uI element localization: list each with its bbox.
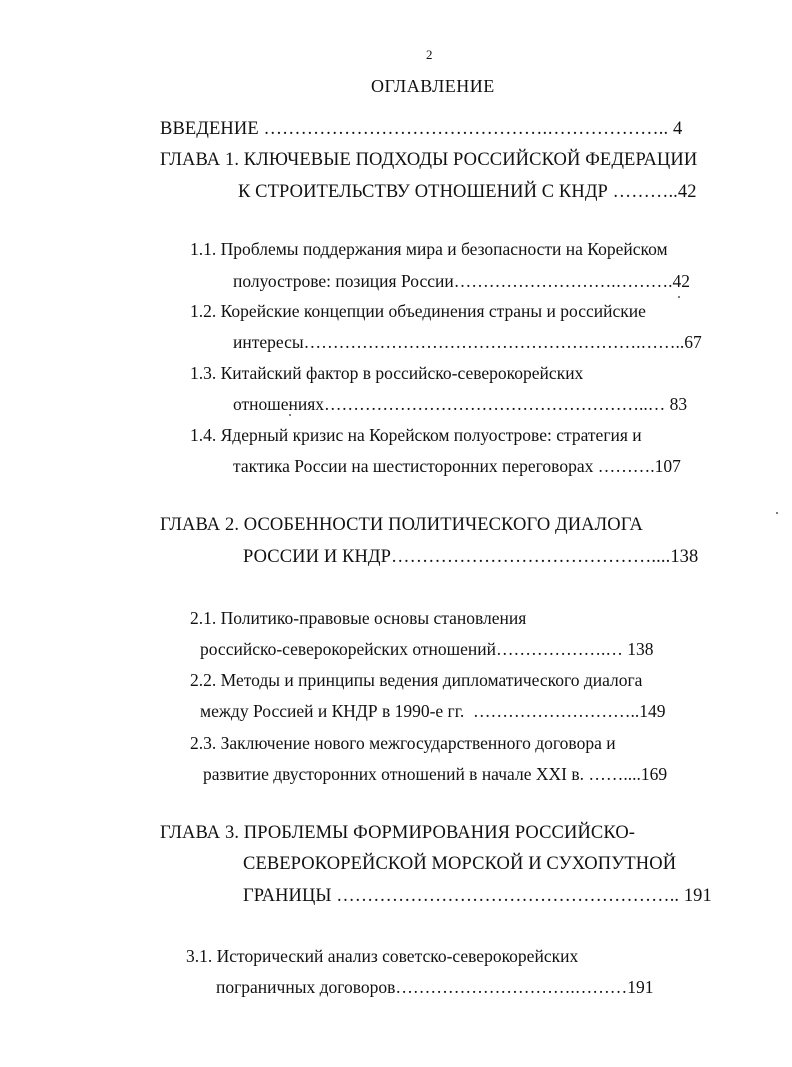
toc-section-2-3-line-1[interactable]: 2.3. Заключение нового межгосударственного договора и: [190, 733, 616, 753]
toc-chapter-2-line-2[interactable]: РОССИИ И КНДР……………………………………....138: [243, 547, 699, 567]
toc-chapter-3-line-2[interactable]: СЕВЕРОКОРЕЙСКОЙ МОРСКОЙ И СУХОПУТНОЙ: [243, 854, 677, 874]
toc-section-2-1-line-1[interactable]: 2.1. Политико-правовые основы становления: [190, 608, 527, 628]
toc-chapter-3-line-3[interactable]: ГРАНИЦЫ ……………………………………………….. 191: [243, 886, 712, 906]
toc-section-3-1-line-1[interactable]: 3.1. Исторический анализ советско-северокорейских: [186, 946, 579, 966]
toc-chapter-3-line-1[interactable]: ГЛАВА 3. ПРОБЛЕМЫ ФОРМИРОВАНИЯ РОССИЙСКО-: [160, 823, 636, 843]
toc-section-2-3-line-2[interactable]: развитие двусторонних отношений в начале XXI в. ……....169: [203, 764, 668, 784]
toc-section-1-4-line-1[interactable]: 1.4. Ядерный кризис на Корейском полуострове: стратегия и: [190, 425, 642, 445]
toc-section-3-1-line-2[interactable]: пограничных договоров………………………….………191: [216, 977, 654, 997]
toc-intro[interactable]: ВВЕДЕНИЕ ……………………………………….……………….. 4: [160, 119, 683, 139]
toc-section-1-2-line-1[interactable]: 1.2. Корейские концепции объединения страны и российские: [190, 301, 646, 321]
toc-section-1-1-line-1[interactable]: 1.1. Проблемы поддержания мира и безопасности на Корейском: [190, 239, 668, 259]
toc-chapter-1-line-1[interactable]: ГЛАВА 1. КЛЮЧЕВЫЕ ПОДХОДЫ РОССИЙСКОЙ ФЕДЕРАЦИИ: [160, 150, 698, 170]
toc-section-1-1-line-2[interactable]: полуострове: позиция России……………………….……….42: [233, 271, 690, 291]
page-title: ОГЛАВЛЕНИЕ: [371, 76, 495, 96]
toc-section-2-2-line-2[interactable]: между Россией и КНДР в 1990-е гг. ………………………..149: [200, 701, 666, 721]
toc-section-1-4-line-2[interactable]: тактика России на шестисторонних переговорах ……….107: [233, 456, 681, 476]
toc-section-2-1-line-2[interactable]: российско-северокорейских отношений……………….… 138: [200, 639, 654, 659]
page-number: 2: [426, 47, 433, 62]
toc-chapter-1-line-2[interactable]: К СТРОИТЕЛЬСТВУ ОТНОШЕНИЙ С КНДР ………..42: [238, 182, 697, 202]
scan-speck: [289, 414, 291, 416]
toc-chapter-2-line-1[interactable]: ГЛАВА 2. ОСОБЕННОСТИ ПОЛИТИЧЕСКОГО ДИАЛОГА: [160, 515, 643, 535]
toc-section-1-3-line-2[interactable]: отношениях………………………………………………..… 83: [233, 394, 688, 414]
scan-speck: [776, 512, 778, 514]
toc-section-1-3-line-1[interactable]: 1.3. Китайский фактор в российско-северокорейских: [190, 363, 584, 383]
scan-speck: [678, 296, 680, 298]
toc-section-2-2-line-1[interactable]: 2.2. Методы и принципы ведения дипломатического диалога: [190, 670, 643, 690]
toc-section-1-2-line-2[interactable]: интересы………………………………………………….……..67: [233, 332, 702, 352]
